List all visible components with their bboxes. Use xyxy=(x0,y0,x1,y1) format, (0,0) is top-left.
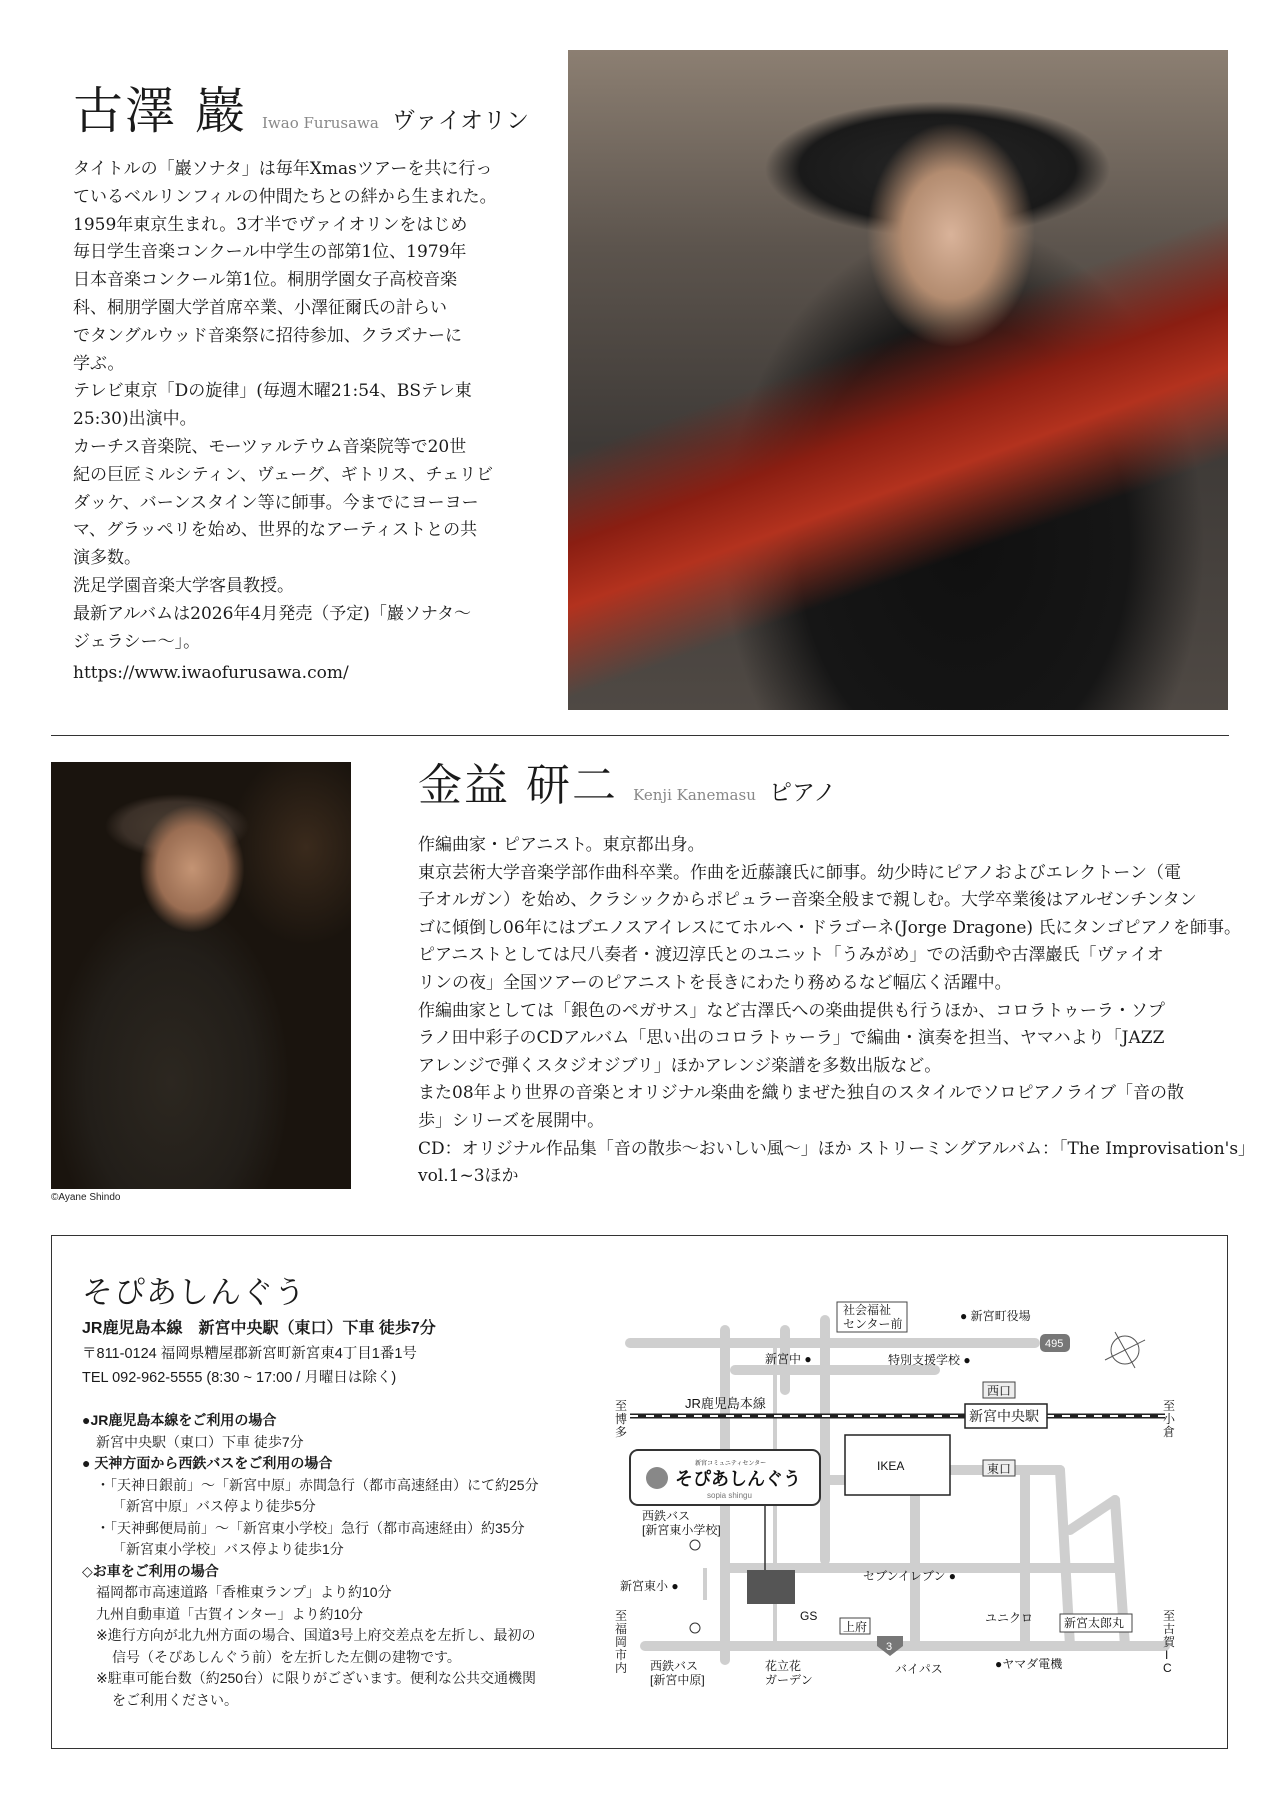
directions-item: 「新宮中原」バス停より徒歩5分 xyxy=(112,1498,316,1514)
artist2-roman-name: Kenji Kanemasu xyxy=(633,786,756,804)
artist2-bio-line: CD：オリジナル作品集「音の散歩〜おいしい風〜」ほか ストリーミングアルバム：「The Improvisation's」 xyxy=(418,1138,1256,1159)
map-to-fukuoka-4: 市 xyxy=(615,1648,628,1662)
map-town-office: ● 新宮町役場 xyxy=(960,1309,1031,1323)
artist1-bio-line: タイトルの「巖ソナタ」は毎年Xmasツアーを共に行っ xyxy=(73,159,493,179)
artist1-bio-line: カーチス音楽院、モーツァルテウム音楽院等で20世 xyxy=(73,436,467,457)
map-to-hakata-1: 至 xyxy=(615,1399,628,1413)
map-to-koga-5: C xyxy=(1163,1661,1172,1675)
artist1-bio-line: 25:30)出演中。 xyxy=(73,409,197,430)
map-west-exit: 西口 xyxy=(987,1384,1012,1398)
map-to-koga-3: 賀 xyxy=(1163,1635,1176,1649)
venue-tel: TEL 092-962-5555 (8:30 ~ 17:00 / 月曜日は除く) xyxy=(82,1370,397,1386)
artist1-header xyxy=(73,82,553,142)
artist2-bio-line: ピアニストとしては尺八奏者・渡辺淳氏とのユニット「うみがめ」での活動や古澤巖氏「ヴァイオ xyxy=(418,945,1164,966)
map-hanatachibana-1: 花立花 xyxy=(765,1659,802,1673)
map-venue-sub: 新宮コミュニティセンター xyxy=(695,1461,767,1467)
directions-item: 九州自動車道「古賀インター」より約10分 xyxy=(96,1605,364,1622)
bus-stop-icon xyxy=(690,1623,700,1633)
map-venue-name: そぴあしんぐう xyxy=(675,1469,801,1489)
directions-item: 福岡都市高速道路「香椎東ランプ」より約10分 xyxy=(96,1584,392,1600)
artist2-bio-line: ラノ田中彩子のCDアルバム「思い出のコロラトゥーラ」で編曲・演奏を担当、ヤマハより「JAZZ xyxy=(418,1028,1165,1049)
directions-item: 新宮中央駅（東口）下車 徒歩7分 xyxy=(96,1433,304,1450)
map-ikea-label: IKEA xyxy=(877,1459,905,1473)
artist2-name: 金益 研二 xyxy=(418,760,618,811)
pianist-photo xyxy=(51,762,351,1189)
map-shingu-higashi: 新宮東小 ● xyxy=(620,1579,679,1593)
map-east-exit: 東口 xyxy=(987,1462,1012,1476)
artist1-bio-line: 科、桐朋学園大学首席卒業、小澤征爾氏の計らい xyxy=(73,297,447,318)
artist2-biography xyxy=(418,832,1256,1191)
directions-heading: ● 天神方面から西鉄バスをご利用の場合 xyxy=(82,1455,333,1471)
map-road xyxy=(1070,1500,1115,1530)
map-venue-building xyxy=(747,1570,795,1604)
map-route3: 3 xyxy=(886,1641,893,1653)
access-map xyxy=(615,1300,1180,1700)
artist1-bio-line: ダッケ、バーンスタイン等に師事。今までにヨーヨー xyxy=(73,492,479,513)
artist1-bio-line: ているベルリンフィルの仲間たちとの絆から生まれた。 xyxy=(73,186,497,207)
section-divider xyxy=(51,735,1229,736)
map-uniqlo: ユニクロ xyxy=(985,1611,1034,1625)
venue-access: JR鹿児島本線 新宮中央駅（東口）下車 徒歩7分 xyxy=(82,1320,436,1337)
artist2-header xyxy=(418,760,918,814)
photo-credit: ©Ayane Shindo xyxy=(51,1192,121,1203)
map-to-koga-4: I xyxy=(1165,1648,1169,1662)
map-to-fukuoka-1: 至 xyxy=(615,1609,628,1623)
artist2-bio-line: アレンジで弾くスタジオジブリ」ほかアレンジ楽譜を多数出版など。 xyxy=(418,1055,942,1076)
map-yamada: ●ヤマダ電機 xyxy=(995,1657,1063,1671)
map-to-ogura-1: 至 xyxy=(1163,1399,1176,1413)
map-to-hakata-3: 多 xyxy=(615,1425,628,1439)
map-welfare-1: 社会福祉 xyxy=(843,1303,892,1317)
map-seven: セブンイレブン ● xyxy=(863,1569,957,1583)
artist2-bio-line: 東京芸術大学音楽学部作曲科卒業。作曲を近藤譲氏に師事。幼少時にピアノおよびエレクトーン（電 xyxy=(418,862,1181,883)
artist1-bio-line: マ、グラッペリを始め、世界的なアーティストとの共 xyxy=(73,520,478,541)
map-taromaru: 新宮太郎丸 xyxy=(1064,1616,1125,1630)
artist1-name: 古澤 巖 xyxy=(73,82,247,140)
map-to-fukuoka-2: 福 xyxy=(615,1622,628,1636)
directions-heading: ◇お車をご利用の場合 xyxy=(82,1562,219,1579)
venue-directions xyxy=(82,1410,582,1711)
map-bypass: バイパス xyxy=(895,1662,943,1676)
directions-item: ※進行方向が北九州方面の場合、国道3号上府交差点を左折し、最初の xyxy=(96,1627,536,1643)
artist2-bio-line: また08年より世界の音楽とオリジナル楽曲を織りまぜた独自のスタイルでソロピアノライブ「音の散 xyxy=(418,1083,1185,1104)
artist1-website-link[interactable]: https://www.iwaofurusawa.com/ xyxy=(73,663,349,683)
artist1-bio-line: 日本音楽コンクール第1位。桐朋学園女子高校音楽 xyxy=(73,270,458,291)
map-bus-east-2: [新宮東小学校] xyxy=(642,1523,721,1537)
map-station-label: 新宮中央駅 xyxy=(969,1408,1039,1424)
map-to-hakata-2: 博 xyxy=(615,1412,628,1426)
artist1-instrument: ヴァイオリン xyxy=(391,108,530,134)
artist2-bio-line: 作編曲家・ピアニスト。東京都出身。 xyxy=(418,835,705,855)
artist1-bio-line: 最新アルバムは2026年4月発売（予定)「巖ソナタ〜 xyxy=(73,603,471,624)
map-to-koga-1: 至 xyxy=(1163,1609,1176,1623)
artist1-biography xyxy=(73,156,548,656)
directions-item: ・「天神日銀前」〜「新宮中原」赤間急行（都市高速経由）にて約25分 xyxy=(96,1476,539,1493)
artist1-bio-line: ジェラシー〜」。 xyxy=(73,631,201,652)
artist2-bio-line: リンの夜」全国ツアーのピアニストを長きにわたり務めるなど幅広く活躍中。 xyxy=(418,972,1012,993)
map-special-school: 特別支援学校 ● xyxy=(888,1353,971,1367)
map-bus-naka-1: 西鉄バス xyxy=(650,1659,699,1673)
directions-heading: ●JR鹿児島本線をご利用の場合 xyxy=(82,1412,277,1428)
map-to-ogura-3: 倉 xyxy=(1163,1425,1176,1439)
map-shingu-naka: 新宮中 ● xyxy=(765,1352,812,1366)
venue-address: 〒811-0124 福岡県糟屋郡新宮町新宮東4丁目1番1号 xyxy=(82,1346,417,1362)
artist1-bio-line: 演多数。 xyxy=(73,548,141,569)
violinist-photo xyxy=(568,50,1228,710)
map-to-fukuoka-3: 岡 xyxy=(615,1635,628,1649)
map-route495: 495 xyxy=(1045,1338,1064,1350)
artist2-instrument: ピアノ xyxy=(768,780,837,806)
sopia-logo-icon xyxy=(646,1467,668,1489)
map-to-fukuoka-5: 内 xyxy=(615,1661,628,1675)
map-hanatachibana-2: ガーデン xyxy=(765,1673,813,1687)
directions-item: 信号（そぴあしんぐう前）を左折した左側の建物です。 xyxy=(112,1648,461,1665)
artist1-bio-line: 1959年東京生まれ。3才半でヴァイオリンをはじめ xyxy=(73,214,468,235)
directions-item: ・「天神郵便局前」〜「新宮東小学校」急行（都市高速経由）約35分 xyxy=(96,1519,525,1536)
artist2-bio-line: vol.1~3ほか xyxy=(418,1166,519,1187)
map-gs: GS xyxy=(800,1609,818,1623)
map-welfare-2: センター前 xyxy=(843,1317,903,1331)
map-bus-east-1: 西鉄バス xyxy=(642,1509,691,1523)
artist2-bio-line: ゴに傾倒し06年にはブエノスアイレスにてホルヘ・ドラゴーネ(Jorge Dragone) 氏にタンゴピアノを師事。 xyxy=(418,917,1242,938)
map-to-koga-2: 古 xyxy=(1163,1622,1176,1636)
artist1-bio-line: テレビ東京「Dの旋律」(毎週木曜21:54、BSテレ東 xyxy=(73,381,472,402)
map-bus-naka-2: [新宮中原] xyxy=(650,1673,705,1687)
directions-item: ※駐車可能台数（約250台）に限りがございます。便利な公共交通機関 xyxy=(96,1670,536,1686)
artist2-bio-line: 子オルガン）を始め、クラシックからポピュラー音楽全般まで親しむ。大学卒業後はアルゼンチンタン xyxy=(418,890,1197,911)
artist2-bio-line: 歩」シリーズを展開中。 xyxy=(418,1110,605,1131)
map-venue-roman: sopia shingu xyxy=(707,1491,752,1500)
map-to-ogura-2: 小 xyxy=(1163,1412,1176,1426)
artist2-bio-line: 作編曲家としては「銀色のペガサス」など古澤氏への楽曲提供も行うほか、コロラトゥーラ・ソプ xyxy=(418,1000,1165,1021)
map-kamifu: 上府 xyxy=(843,1620,868,1634)
directions-item: をご利用ください。 xyxy=(112,1691,238,1708)
artist1-bio-line: でタングルウッド音楽祭に招待参加、クラズナーに xyxy=(73,325,462,346)
artist1-bio-line: 毎日学生音楽コンクール中学生の部第1位、1979年 xyxy=(73,242,467,263)
artist1-roman-name: Iwao Furusawa xyxy=(262,114,379,132)
artist1-bio-line: 学ぶ。 xyxy=(73,353,125,374)
artist1-bio-line: 洗足学園音楽大学客員教授。 xyxy=(73,575,294,596)
venue-name: そぴあしんぐう xyxy=(82,1275,306,1310)
map-jr-line: JR鹿児島本線 xyxy=(685,1396,766,1411)
bus-stop-icon xyxy=(690,1540,700,1550)
artist1-bio-line: 紀の巨匠ミルシティン、ヴェーグ、ギトリス、チェリビ xyxy=(73,464,494,485)
directions-item: 「新宮東小学校」バス停より徒歩1分 xyxy=(112,1541,344,1557)
compass-icon xyxy=(1105,1332,1145,1368)
